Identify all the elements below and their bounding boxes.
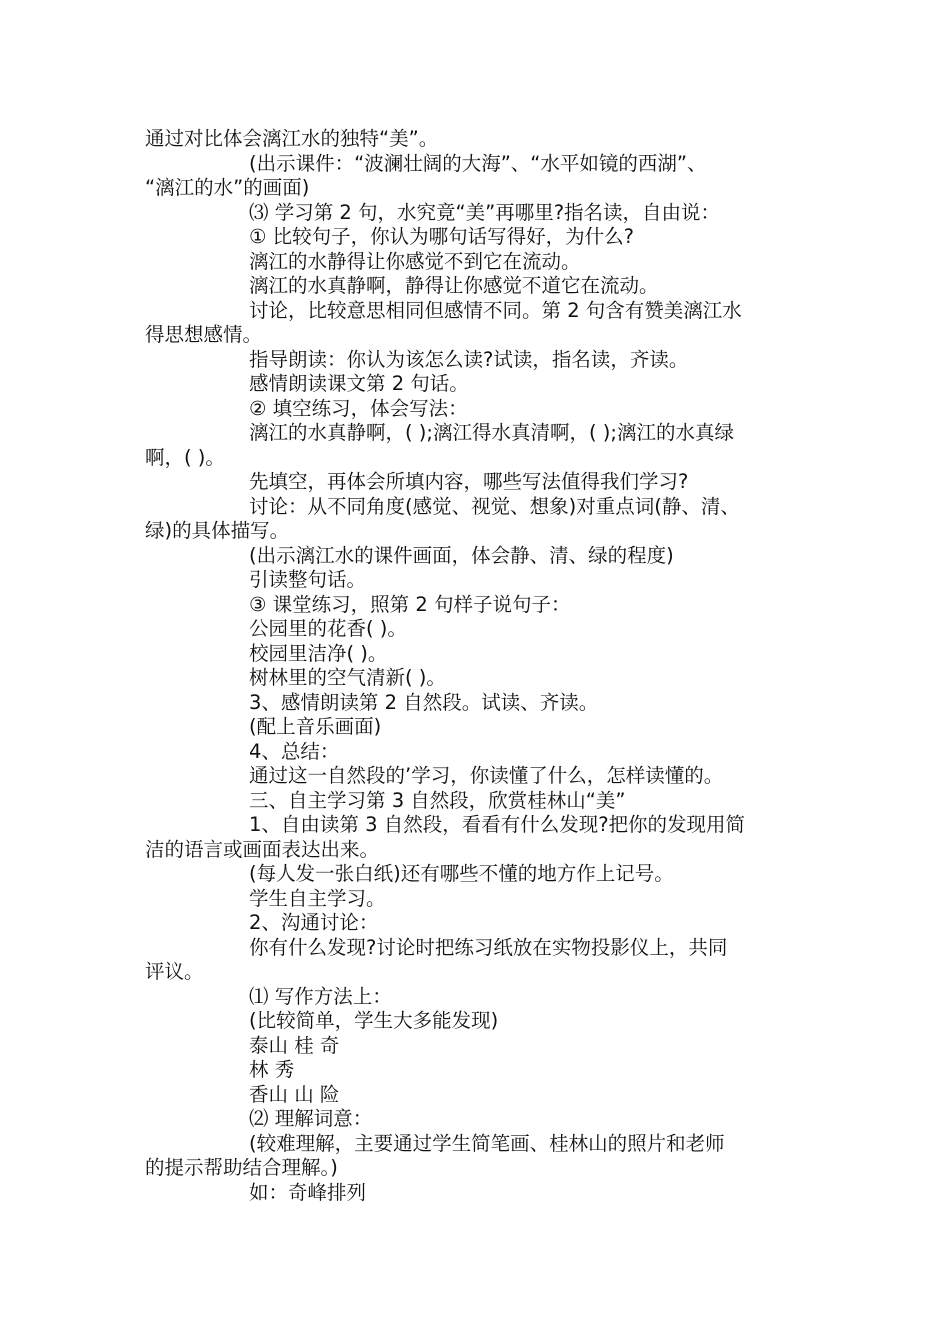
text-line: 洁的语言或画面表达出来。: [145, 838, 380, 861]
text-line: 先填空，再体会所填内容，哪些写法值得我们学习?: [249, 470, 689, 493]
text-line: 你有什么发现?讨论时把练习纸放在实物投影仪上，共同: [249, 936, 728, 959]
text-line: (出示课件：“波澜壮阔的大海”、“水平如镜的西湖”、: [249, 152, 707, 175]
text-line: (每人发一张白纸)还有哪些不懂的地方作上记号。: [249, 862, 674, 885]
text-line: 3、感情朗读第 2 自然段。试读、齐读。: [249, 691, 599, 714]
text-line: 学生自主学习。: [249, 887, 386, 910]
text-line: 感情朗读课文第 2 句话。: [249, 372, 469, 395]
text-line: ⑵ 理解词意：: [249, 1107, 373, 1130]
text-line: 引读整句话。: [249, 568, 367, 591]
text-line: 指导朗读：你认为该怎么读?试读，指名读，齐读。: [249, 348, 689, 371]
text-line: 树林里的空气清新( )。: [249, 666, 446, 689]
text-line: (出示漓江水的课件画面，体会静、清、绿的程度): [249, 544, 674, 567]
text-line: 评议。: [145, 960, 204, 983]
text-line: ⑴ 写作方法上：: [249, 985, 392, 1008]
text-line: 通过对比体会漓江水的独特“美”。: [145, 127, 439, 150]
text-line: (较难理解，主要通过学生简笔画、桂林山的照片和老师: [249, 1132, 725, 1155]
text-line: 林 秀: [249, 1058, 295, 1081]
text-line: 漓江的水真静啊，静得让你感觉不道它在流动。: [249, 274, 659, 297]
text-line: 得思想感情。: [145, 323, 263, 346]
text-line: 4、总结：: [249, 740, 340, 763]
text-line: 三、自主学习第 3 自然段，欣赏桂林山“美”: [249, 789, 626, 812]
text-line: 绿)的具体描写。: [145, 519, 290, 542]
text-line: ⑶ 学习第 2 句，水究竟“美”再哪里?指名读，自由说：: [249, 201, 721, 224]
text-line: (配上音乐画面): [249, 715, 382, 738]
text-line: 泰山 桂 奇: [249, 1034, 340, 1057]
text-line: 校园里洁净( )。: [249, 642, 388, 665]
text-line: 香山 山 险: [249, 1083, 340, 1106]
text-line: 2、沟通讨论：: [249, 911, 379, 934]
text-line: “漓江的水”的画面): [145, 176, 310, 199]
text-line: 1、自由读第 3 自然段，看看有什么发现?把你的发现用简: [249, 813, 746, 836]
text-line: 的提示帮助结合理解。): [145, 1156, 338, 1179]
text-line: ① 比较句子，你认为哪句话写得好，为什么?: [249, 225, 635, 248]
text-line: 漓江的水真静啊，( );漓江得水真清啊，( );漓江的水真绿: [249, 421, 734, 444]
text-line: ③ 课堂练习，照第 2 句样子说句子：: [249, 593, 571, 616]
text-line: 啊，( )。: [145, 446, 225, 469]
text-line: 漓江的水静得让你感觉不到它在流动。: [249, 250, 581, 273]
text-line: 通过这一自然段的’学习，你读懂了什么，怎样读懂的。: [249, 764, 724, 787]
text-line: 如：奇峰排列: [249, 1181, 367, 1204]
text-line: 讨论，比较意思相同但感情不同。第 2 句含有赞美漓江水: [249, 299, 742, 322]
text-line: (比较简单，学生大多能发现): [249, 1009, 499, 1032]
text-line: ② 填空练习，体会写法：: [249, 397, 468, 420]
text-line: 公园里的花香( )。: [249, 617, 407, 640]
text-line: 讨论：从不同角度(感觉、视觉、想象)对重点词(静、清、: [249, 495, 740, 518]
